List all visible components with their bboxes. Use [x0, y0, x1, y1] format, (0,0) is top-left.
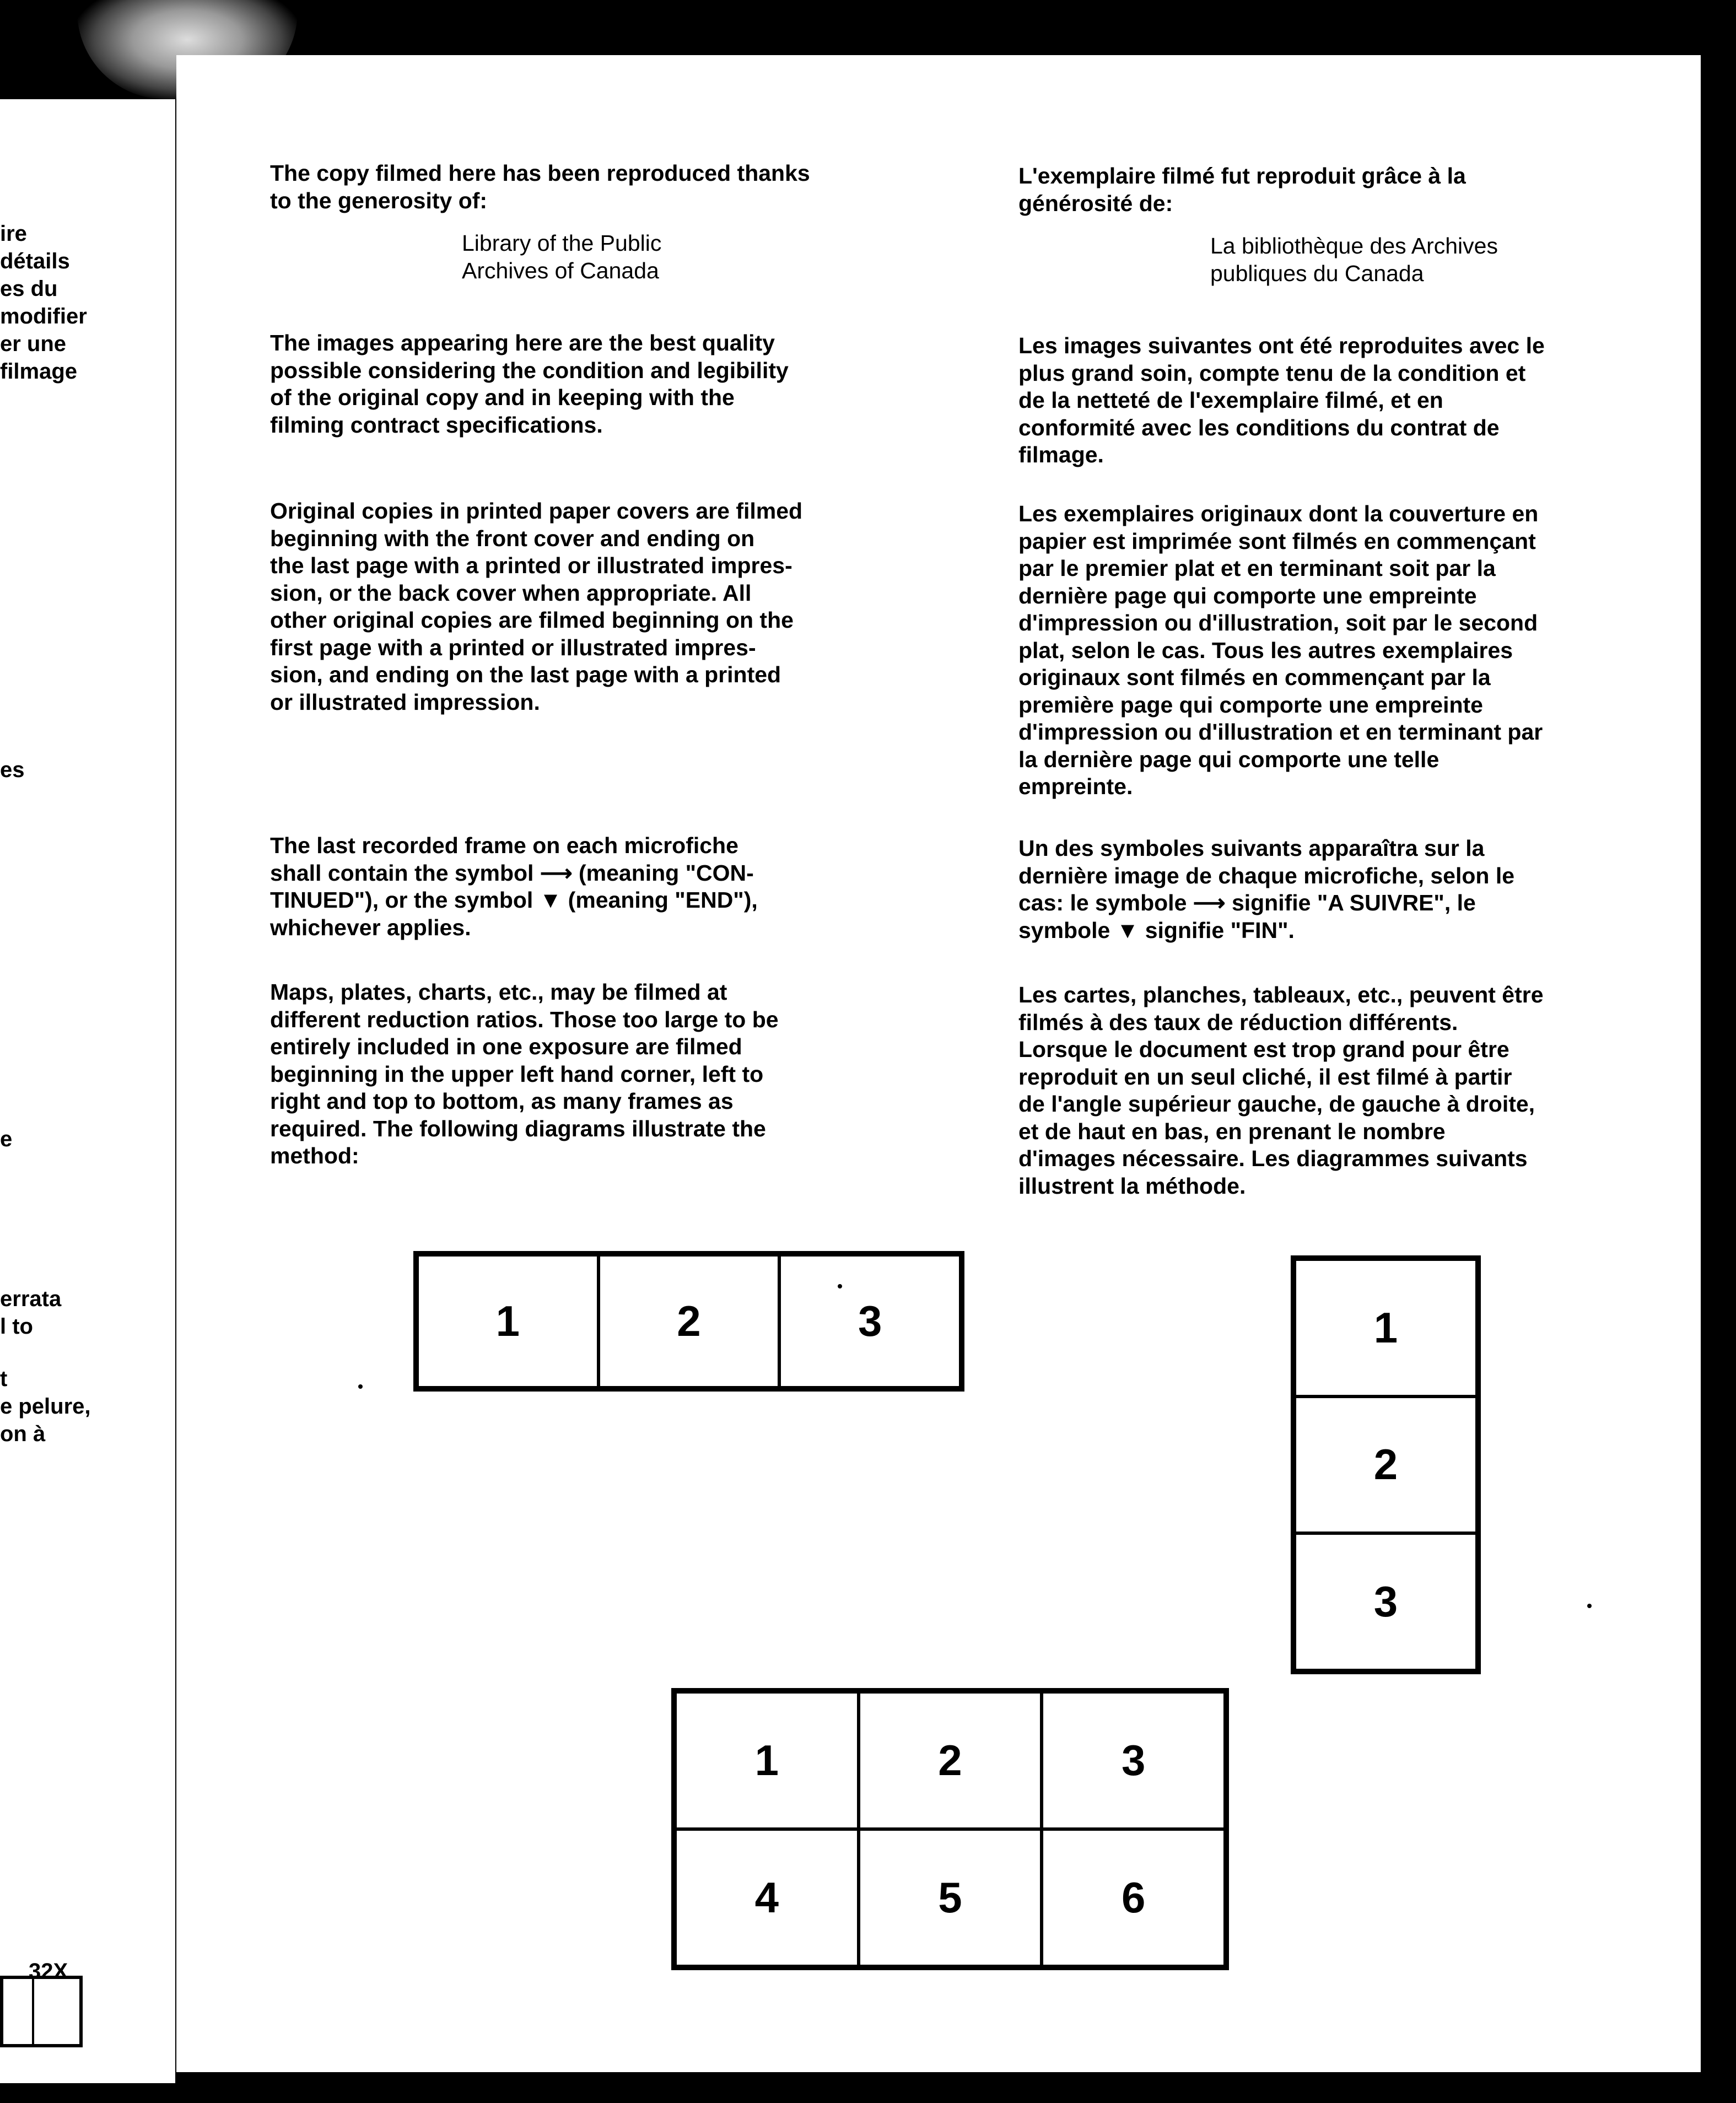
prev-page-text: t	[0, 1367, 8, 1391]
frame-cell: 2	[599, 1255, 780, 1388]
frame-cell: 3	[779, 1255, 961, 1388]
frame-cell: 5	[859, 1829, 1042, 1966]
previous-page-edge	[0, 99, 175, 2083]
french-covers-text: Les exemplaires originaux dont la couverture en papier est imprimée sont filmés en commençant par le premier plat et en terminant soit par la dernière page qui comporte une empreinte d'impression ou d'illustration, soit par le second plat, selon le cas. Tous les autres exemplaires originaux sont filmés en commençant par la première page qui comporte une empreinte d'impression ou d'illustration et en terminant par la dernière page qui comporte une telle empreinte.	[1018, 501, 1543, 799]
french-symbol-text: Un des symboles suivants apparaîtra sur la dernière image de chaque microfiche, selon le cas: le symbole ⟶ signifie "A SUIVRE", le symbole ▼ signifie "FIN".	[1018, 835, 1515, 943]
prev-page-text: er une	[0, 332, 67, 356]
reduction-target-box	[0, 1976, 83, 2047]
french-intro: L'exemplaire filmé fut reproduit grâce à la générosité de:	[1018, 163, 1466, 216]
page	[176, 55, 1701, 2072]
english-covers-paragraph	[270, 498, 887, 716]
french-library: La bibliothèque des Archives publiques du Canada	[1210, 233, 1498, 286]
diagram-vertical	[1291, 1255, 1481, 1674]
frame-cell: 1	[1295, 1259, 1477, 1396]
prev-page-text: e pelure,	[0, 1394, 91, 1419]
english-intro: The copy filmed here has been reproduced thanks to the generosity of:	[270, 160, 810, 213]
prev-page-text: es	[0, 758, 25, 782]
scan-speck	[838, 1284, 842, 1288]
prev-page-text: l to	[0, 1314, 33, 1339]
french-maps-text: Les cartes, planches, tableaux, etc., peuvent être filmés à des taux de réduction différents. Lorsque le document est trop grand pour être reproduit en un seul cliché, il est filmé à partir de l'angle supérieur gauche, de gauche à droite, et de haut en bas, en prenant le nombre d'images nécessaire. Les diagrammes suivants illustrent la méthode.	[1018, 982, 1544, 1199]
english-quality-paragraph	[270, 330, 887, 439]
diagram-horizontal	[413, 1251, 964, 1392]
prev-page-text: e	[0, 1127, 13, 1151]
english-maps-text: Maps, plates, charts, etc., may be filmed at different reduction ratios. Those too large to be entirely included in one exposure are filmed beginning in the upper left hand corner, left to right and top to bottom, as many frames as required. The following diagrams illustrate the method:	[270, 979, 779, 1168]
scan-speck	[1587, 1604, 1592, 1608]
prev-page-text: filmage	[0, 359, 78, 384]
frame-cell: 1	[675, 1692, 859, 1829]
frame-cell: 2	[859, 1692, 1042, 1829]
english-symbol-text: The last recorded frame on each microfiche shall contain the symbol ⟶ (meaning "CON- TINUED"), or the symbol ▼ (meaning "END"), whichever applies.	[270, 833, 758, 940]
prev-page-text: es du	[0, 277, 58, 301]
english-covers-text: Original copies in printed paper covers are filmed beginning with the front cover and ending on the last page with a printed or illustrated impres- sion, or the back cover when appropriate. All other original copies are filmed beginning on the first page with a printed or illustrated impres- sion, and ending on the last page with a printed or illustrated impression.	[270, 498, 803, 715]
prev-page-text: errata	[0, 1287, 62, 1311]
french-quality-text: Les images suivantes ont été reproduites avec le plus grand soin, compte tenu de la condition et de la netteté de l'exemplaire filmé, et en conformité avec les conditions du contrat de filmage.	[1018, 333, 1545, 467]
reduction-label: 32X	[29, 1959, 68, 1983]
prev-page-text: modifier	[0, 304, 87, 328]
frame-cell: 3	[1042, 1692, 1225, 1829]
english-column	[270, 160, 887, 284]
english-quality-text: The images appearing here are the best quality possible considering the condition and legibility of the original copy and in keeping with the filming contract specifications.	[270, 330, 789, 438]
french-column	[1018, 163, 1636, 287]
english-library: Library of the Public Archives of Canada	[462, 230, 662, 283]
frame-cell: 1	[417, 1255, 599, 1388]
prev-page-text: ire	[0, 222, 27, 246]
english-symbol-paragraph	[270, 832, 887, 941]
frame-cell: 4	[675, 1829, 859, 1966]
french-covers-paragraph	[1018, 500, 1636, 801]
frame-cell: 2	[1295, 1396, 1477, 1534]
diagram-grid	[671, 1688, 1229, 1970]
english-maps-paragraph	[270, 979, 887, 1170]
french-maps-paragraph	[1018, 982, 1636, 1200]
scan-speck	[358, 1384, 363, 1389]
prev-page-text: on à	[0, 1422, 46, 1446]
frame-cell: 6	[1042, 1829, 1225, 1966]
french-symbol-paragraph	[1018, 835, 1636, 944]
prev-page-text: détails	[0, 249, 70, 273]
frame-cell: 3	[1295, 1533, 1477, 1670]
french-quality-paragraph	[1018, 332, 1636, 469]
